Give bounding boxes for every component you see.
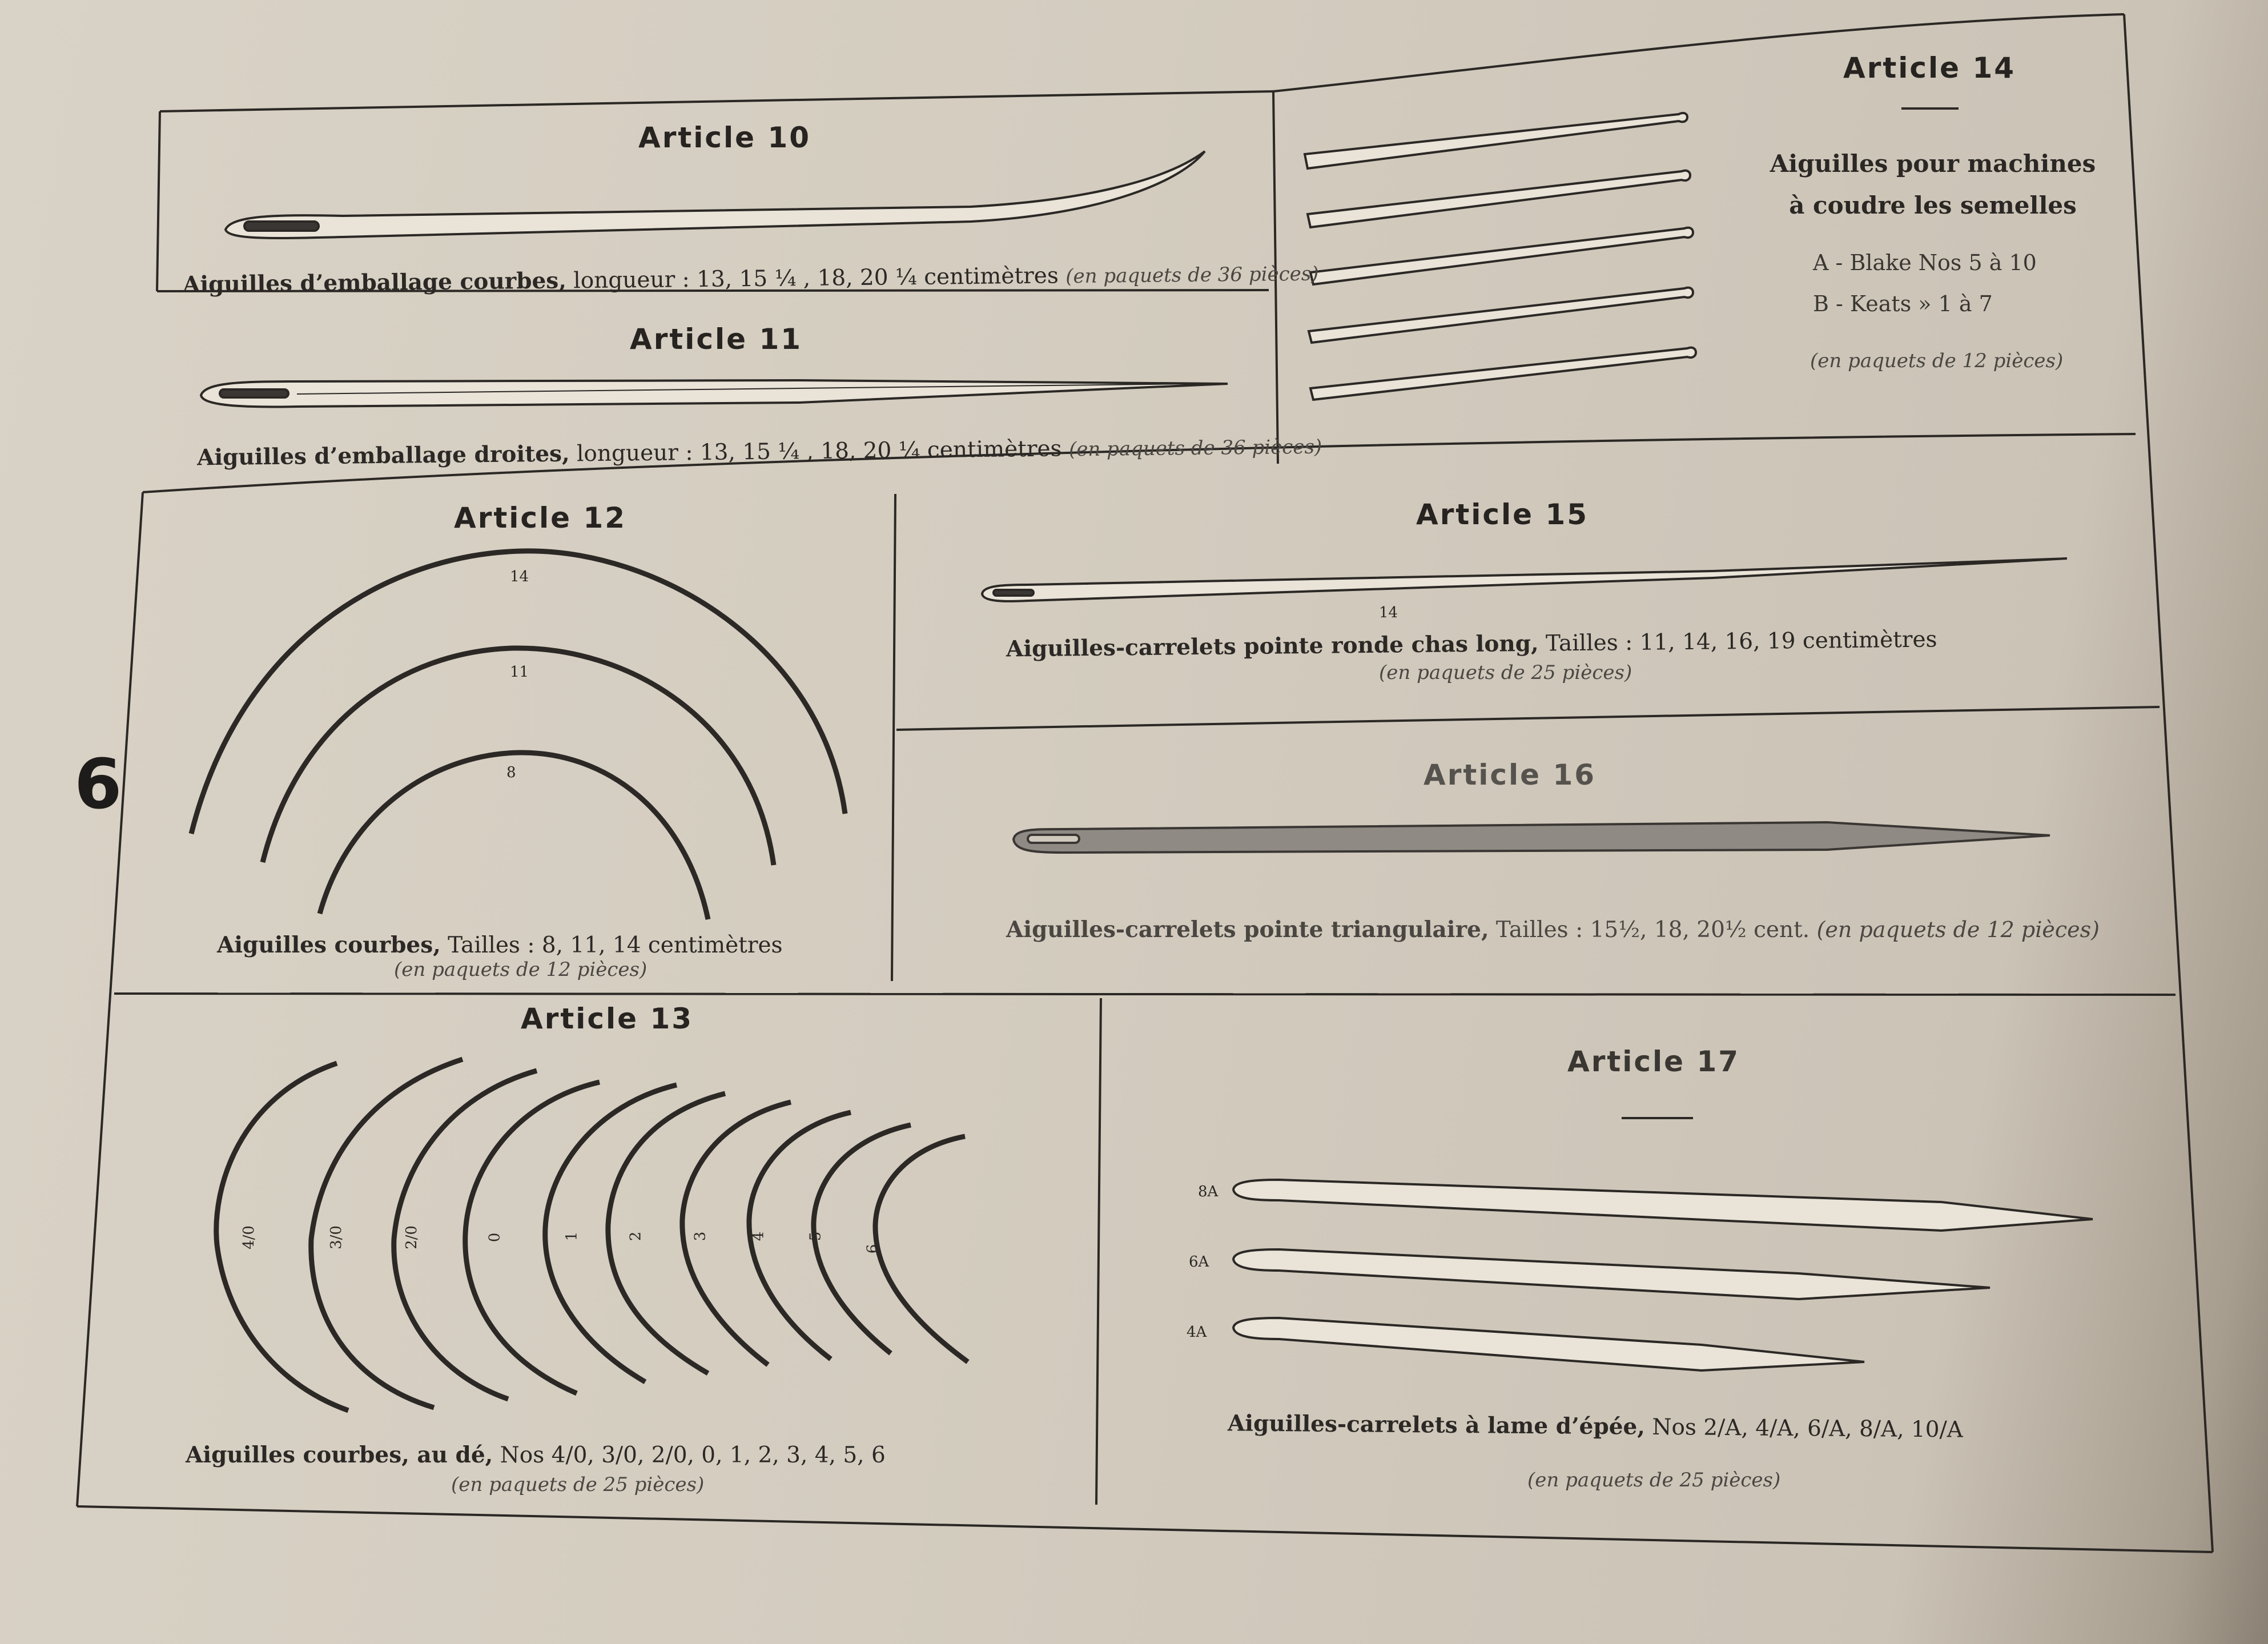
article17-needles	[1233, 1180, 2093, 1370]
article14-needles	[1305, 113, 1696, 400]
article11-title: Article 11	[630, 323, 803, 356]
article10-needle	[226, 151, 1205, 238]
article14-subtitle-line1: Aiguilles pour machines	[1770, 150, 2096, 178]
article15-caption-rest: Tailles : 11, 14, 16, 19 centimètres	[1538, 626, 1937, 657]
article13-caption	[186, 1442, 886, 1468]
article12-caption-bold: Aiguilles courbes,	[217, 932, 441, 958]
article13-size-2: 2	[627, 1231, 645, 1241]
article16-caption-bold: Aiguilles-carrelets pointe triangulaire,	[1006, 917, 1489, 943]
frame-bottom	[77, 1506, 2213, 1552]
article17-caption-bold: Aiguilles-carrelets à lame d’épée,	[1227, 1410, 1646, 1440]
frame-left-upper	[157, 111, 160, 291]
article12-title: Article 12	[454, 501, 627, 534]
article17-packet: (en paquets de 25 pièces)	[1527, 1469, 1781, 1492]
article17-size-8a: 8A	[1198, 1183, 1219, 1200]
article15-caption-bold: Aiguilles-carrelets pointe ronde chas long,	[1006, 630, 1539, 662]
article13-caption-bold: Aiguilles courbes, au dé,	[186, 1442, 493, 1468]
article15-needle	[982, 558, 2067, 601]
article13-size-4: 4	[750, 1231, 767, 1241]
article13-size-5: 5	[807, 1231, 825, 1241]
article12-size-8: 8	[506, 764, 516, 781]
article13-packet: (en paquets de 25 pièces)	[451, 1473, 705, 1496]
article10-caption-rest: longueur : 13, 15 ¼ , 18, 20 ¼ centimètres	[566, 263, 1066, 294]
article17-caption-rest: Nos 2/A, 4/A, 6/A, 8/A, 10/A	[1644, 1414, 1964, 1443]
article12-needles	[191, 551, 845, 919]
article11-caption-rest: longueur : 13, 15 ¼ , 18, 20 ¼ centimètres	[569, 436, 1069, 467]
article12-caption	[217, 932, 783, 958]
article10-packet: (en paquets de 36 pièces)	[1065, 262, 1319, 288]
article16-needle	[1014, 822, 2050, 853]
article12-size-14: 14	[510, 568, 529, 585]
article15-size-label: 14	[1379, 604, 1398, 621]
article13-size-0: 0	[486, 1232, 504, 1243]
frame-top-left	[160, 91, 1273, 111]
article12-caption-rest: Tailles : 8, 11, 14 centimètres	[440, 932, 783, 958]
divider-col-bottom	[1096, 998, 1101, 1505]
divider-art15-16	[896, 707, 2160, 730]
article13-size-4-0: 4/0	[240, 1225, 258, 1249]
article14-packet: (en paquets de 12 pièces)	[1810, 349, 2064, 372]
article16-caption	[1006, 917, 2100, 943]
article12-packet: (en paquets de 12 pièces)	[394, 958, 648, 981]
article17-size-6a: 6A	[1189, 1253, 1209, 1271]
page-number: 6	[74, 745, 122, 825]
article14-subtitle-line2: à coudre les semelles	[1789, 191, 2077, 219]
article12-size-11: 11	[510, 664, 529, 681]
article11-caption-bold: Aiguilles d’emballage droites,	[196, 440, 570, 471]
article16-caption-rest: Tailles : 15½, 18, 20½ cent.	[1489, 917, 1817, 943]
article13-size-6: 6	[864, 1244, 882, 1254]
article14-spec-a: A - Blake Nos 5 à 10	[1813, 250, 2037, 275]
divider-col-middle	[892, 494, 895, 981]
frame-right	[2124, 14, 2213, 1552]
article14-spec-b: B - Keats » 1 à 7	[1813, 291, 1993, 316]
article16-title: Article 16	[1423, 758, 1597, 791]
article13-size-2-0: 2/0	[403, 1225, 420, 1249]
article13-title: Article 13	[521, 1002, 694, 1035]
article17-size-4a: 4A	[1187, 1324, 1207, 1341]
frame-left-lower	[77, 492, 143, 1506]
article15-packet: (en paquets de 25 pièces)	[1379, 661, 1632, 684]
article13-size-1: 1	[563, 1231, 581, 1241]
divider-middle-row	[114, 994, 2175, 995]
article15-title: Article 15	[1416, 498, 1589, 531]
article13-caption-rest: Nos 4/0, 3/0, 2/0, 0, 1, 2, 3, 4, 5, 6	[493, 1442, 886, 1468]
article11-needle	[201, 380, 1228, 407]
article10-title: Article 10	[638, 121, 811, 154]
article10-caption-bold: Aiguilles d’emballage courbes,	[182, 267, 567, 298]
article13-size-3-0: 3/0	[327, 1225, 345, 1249]
article13-size-3: 3	[691, 1231, 709, 1241]
article17-title: Article 17	[1567, 1045, 1740, 1078]
article11-packet: (en paquets de 36 pièces)	[1068, 435, 1322, 461]
article14-title: Article 14	[1843, 51, 2016, 85]
article16-packet: (en paquets de 12 pièces)	[1816, 917, 2100, 942]
